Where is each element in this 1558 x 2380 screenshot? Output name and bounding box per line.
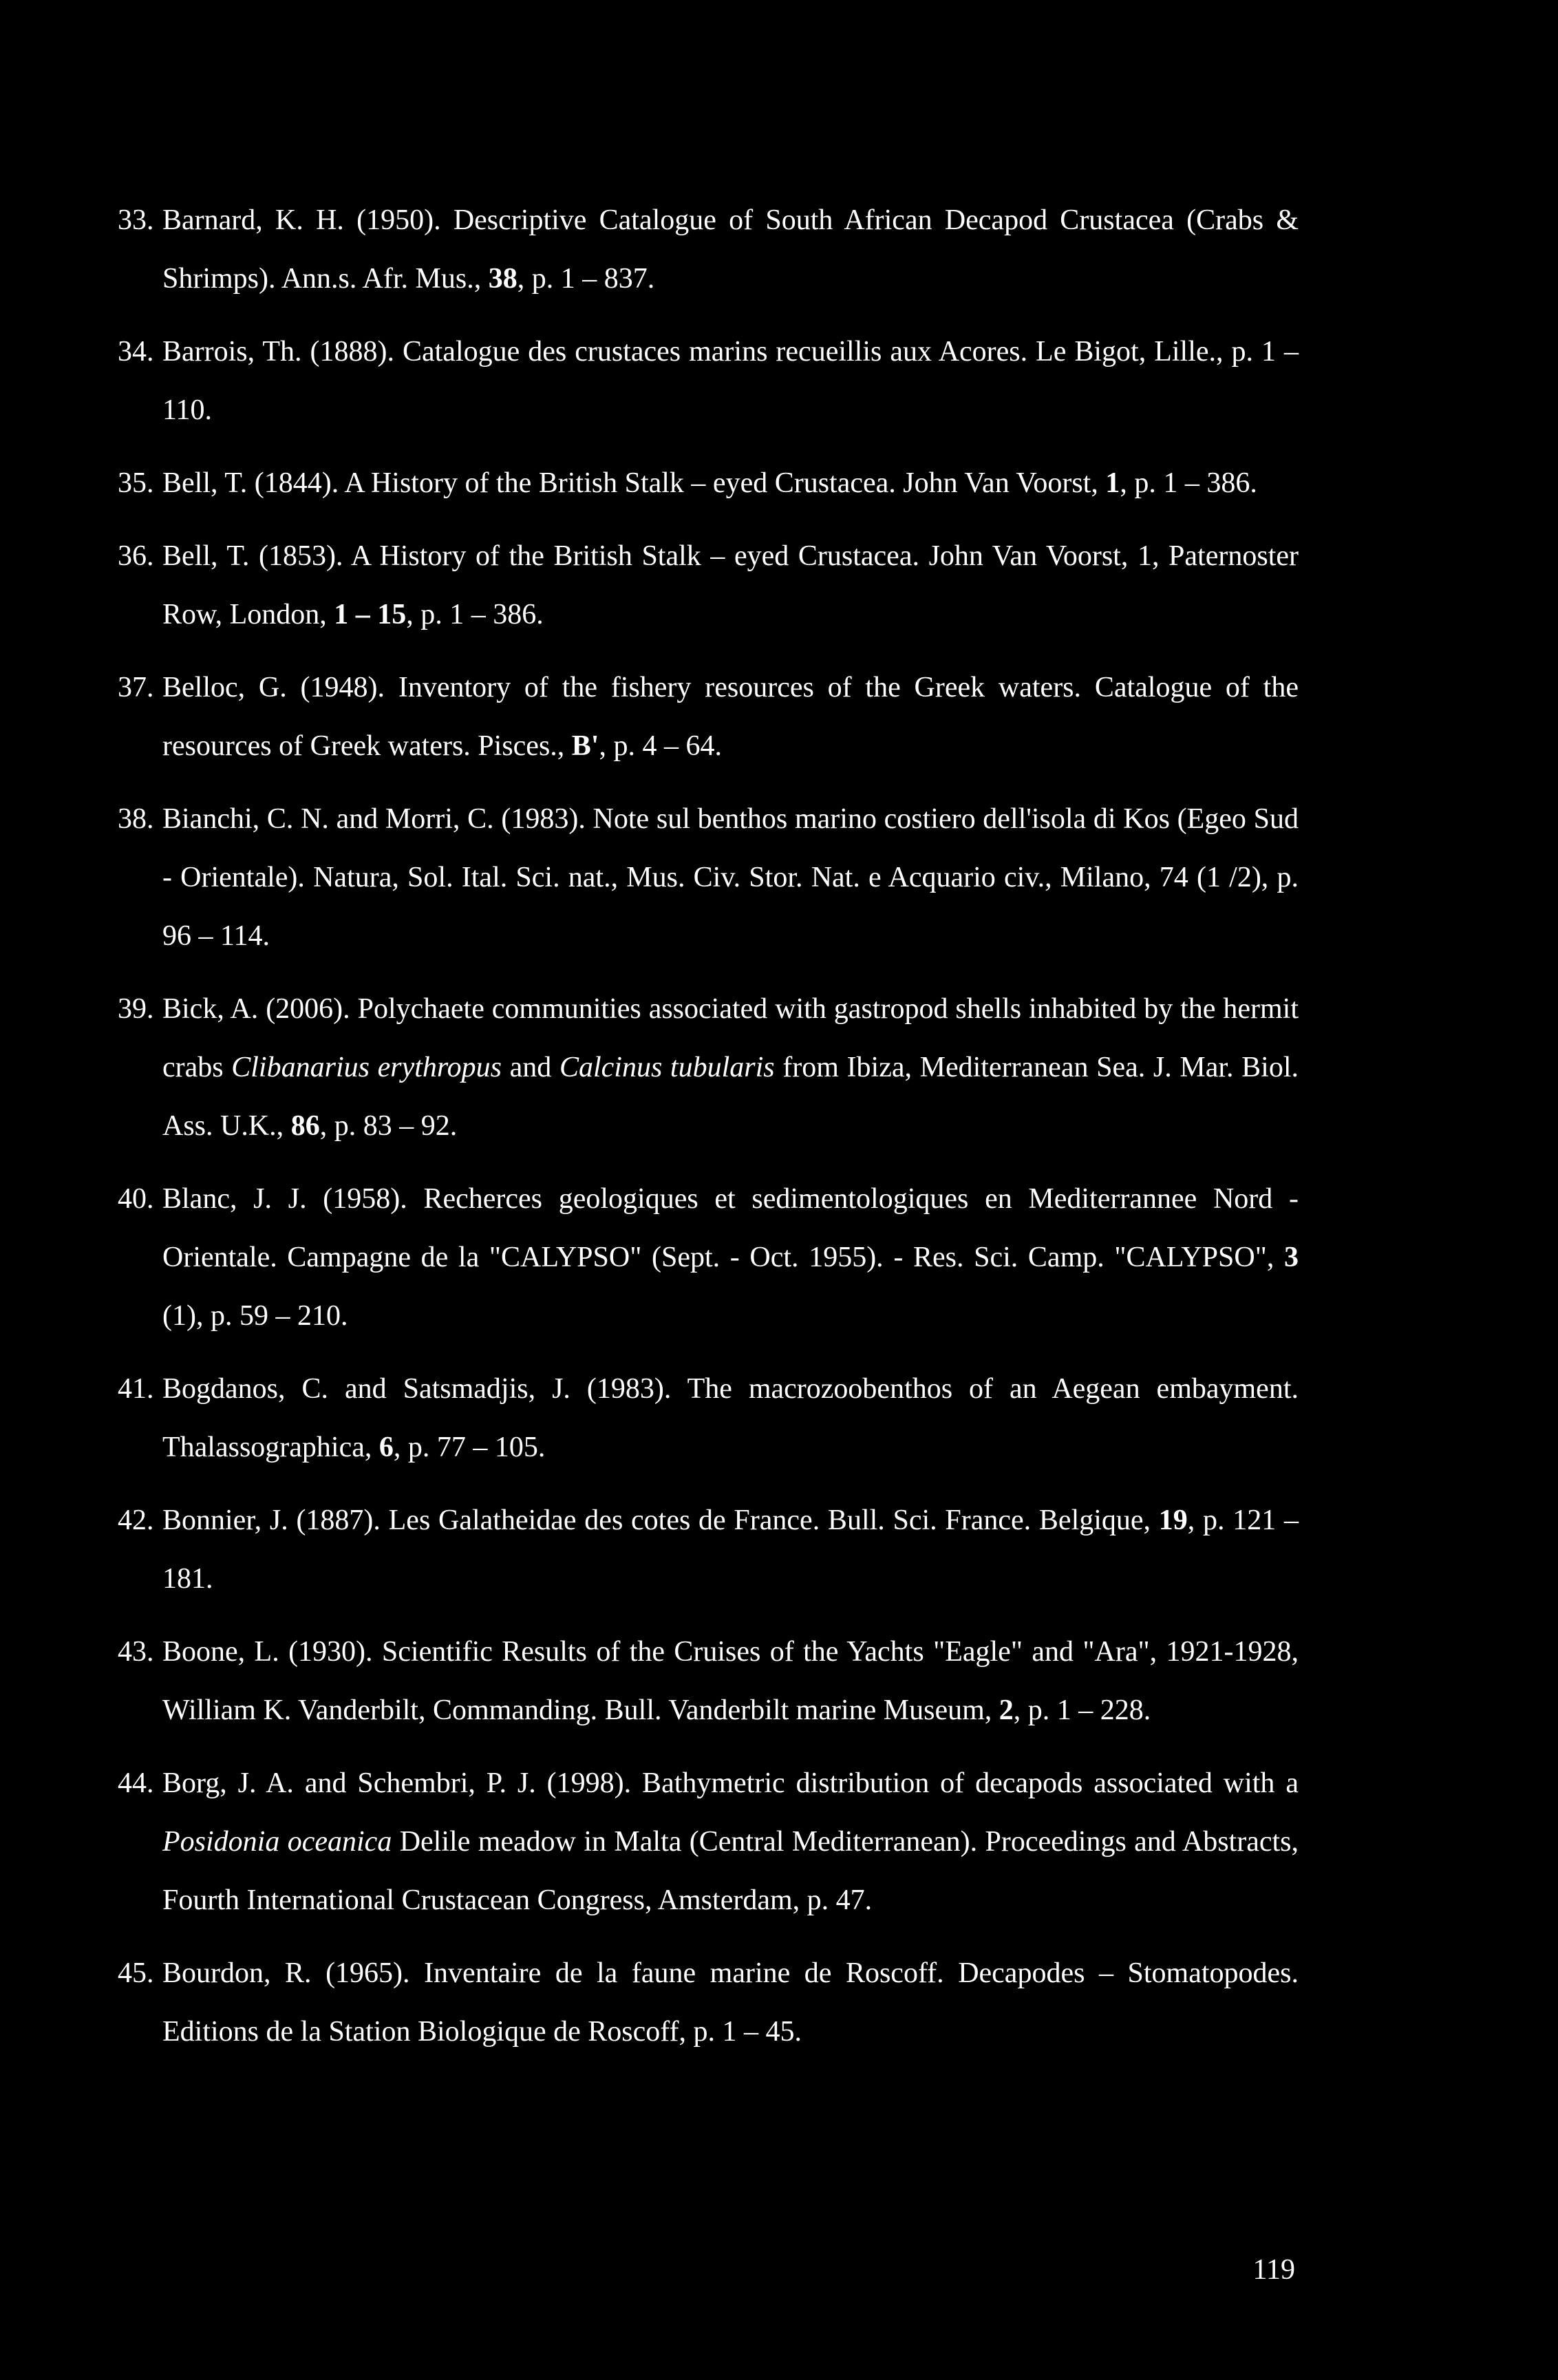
citation-text: Belloc, G. (1948). Inventory of the fishery resources of the Greek waters. Catalogue of the resources of Greek waters. Pisces., bbox=[162, 672, 1299, 762]
reference-number: 42. bbox=[118, 1505, 154, 1536]
reference-number: 34. bbox=[118, 336, 154, 368]
species-name: Posidonia oceanica bbox=[162, 1826, 392, 1858]
citation-text: Blanc, J. J. (1958). Recherces geologiques et sedimentologiques en Mediterrannee Nord - Orientale. Campagne de la "CALYPSO" (Sept. - Oct. 1955). - Res. Sci. Camp. "CALYPSO", bbox=[162, 1183, 1299, 1273]
reference-text bbox=[162, 1957, 1299, 2048]
citation-text: Bianchi, C. N. and Morri, C. (1983). Note sul benthos marino costiero dell'isola di Kos (Egeo Sud - Orientale). Natura, Sol. Ital. Sci. nat., Mus. Civ. Stor. Nat. e Acquario civ., Milano, 74 (1 /2), p. 96 – 114. bbox=[162, 803, 1299, 952]
citation-text: Delile meadow in Malta (Central Mediterranean). Proceedings and Abstracts, Fourth International Crustacean Congress, Amsterdam, p. 47. bbox=[162, 1826, 1299, 1916]
reference-number: 38. bbox=[118, 803, 154, 835]
citation-text: Bell, T. (1844). A History of the British Stalk – eyed Crustacea. John Van Voorst, bbox=[162, 467, 1106, 499]
reference-text bbox=[162, 204, 1299, 295]
volume-number: 19 bbox=[1158, 1505, 1188, 1536]
reference-text bbox=[162, 467, 1257, 499]
citation-text: Barrois, Th. (1888). Catalogue des crustaces marins recueillis aux Acores. Le Bigot, Lille., p. 1 – 110. bbox=[162, 336, 1299, 426]
reference-number: 41. bbox=[118, 1373, 154, 1405]
reference-text bbox=[162, 1183, 1299, 1332]
reference-number: 39. bbox=[118, 993, 154, 1025]
volume-number: 1 bbox=[1105, 467, 1120, 499]
reference-text bbox=[162, 1636, 1299, 1726]
volume-number: 3 bbox=[1284, 1242, 1299, 1273]
reference-entry bbox=[118, 527, 1299, 644]
reference-text bbox=[162, 803, 1299, 952]
reference-text bbox=[162, 1767, 1299, 1916]
citation-text: from Ibiza, Mediterranean Sea. J. Mar. Biol. Ass. U.K., bbox=[162, 1052, 1299, 1142]
volume-number: 38 bbox=[488, 263, 517, 295]
citation-text: , p. 1 – 386. bbox=[1120, 467, 1257, 499]
reference-text bbox=[162, 1373, 1299, 1463]
citation-text: Bonnier, J. (1887). Les Galatheidae des cotes de France. Bull. Sci. France. Belgique, bbox=[162, 1505, 1159, 1536]
reference-text bbox=[162, 1505, 1299, 1595]
reference-entry bbox=[118, 1754, 1299, 1930]
reference-text bbox=[162, 672, 1299, 762]
reference-number: 36. bbox=[118, 540, 154, 572]
citation-text: Bourdon, R. (1965). Inventaire de la faune marine de Roscoff. Decapodes – Stomatopodes. Editions de la Station Biologique de Roscoff, p. 1 – 45. bbox=[162, 1957, 1299, 2048]
volume-number: 1 – 15 bbox=[334, 599, 407, 630]
reference-text bbox=[162, 540, 1299, 630]
reference-entry bbox=[118, 790, 1299, 966]
volume-number: 2 bbox=[999, 1694, 1014, 1726]
reference-number: 37. bbox=[118, 672, 154, 703]
species-name: Clibanarius erythropus bbox=[231, 1052, 502, 1083]
reference-entry bbox=[118, 1170, 1299, 1346]
reference-number: 45. bbox=[118, 1957, 154, 1989]
citation-text: , p. 83 – 92. bbox=[319, 1110, 458, 1142]
reference-entry bbox=[118, 323, 1299, 440]
citation-text: Boone, L. (1930). Scientific Results of the Cruises of the Yachts "Eagle" and "Ara", 1921-1928, William K. Vanderbilt, Commanding. Bull. Vanderbilt marine Museum, bbox=[162, 1636, 1299, 1726]
reference-number: 35. bbox=[118, 467, 154, 499]
species-name: Calcinus tubularis bbox=[559, 1052, 775, 1083]
citation-text: and bbox=[502, 1052, 559, 1083]
citation-text: , p. 1 – 228. bbox=[1013, 1694, 1151, 1726]
reference-entry bbox=[118, 1944, 1299, 2061]
citation-text: Barnard, K. H. (1950). Descriptive Catalogue of South African Decapod Crustacea (Crabs & Shrimps). Ann.s. Afr. Mus., bbox=[162, 204, 1299, 295]
citation-text: , p. 4 – 64. bbox=[599, 730, 722, 762]
reference-number: 33. bbox=[118, 204, 154, 236]
volume-number: 6 bbox=[378, 1432, 394, 1463]
citation-text: Bell, T. (1853). A History of the British Stalk – eyed Crustacea. John Van Voorst, 1, Paternoster Row, London, bbox=[162, 540, 1299, 630]
reference-entry bbox=[118, 1491, 1299, 1608]
citation-text: , p. 1 – 837. bbox=[517, 263, 655, 295]
reference-entry bbox=[118, 980, 1299, 1156]
citation-text: , p. 1 – 386. bbox=[406, 599, 544, 630]
volume-number: 86 bbox=[290, 1110, 320, 1142]
reference-text bbox=[162, 993, 1299, 1142]
reference-entry bbox=[118, 1360, 1299, 1477]
reference-entry bbox=[118, 454, 1299, 513]
citation-text: Borg, J. A. and Schembri, P. J. (1998). Bathymetric distribution of decapods associated with a bbox=[162, 1767, 1299, 1799]
volume-number: B' bbox=[571, 730, 599, 762]
reference-entry bbox=[118, 659, 1299, 776]
citation-text: Bogdanos, C. and Satsmadjis, J. (1983). The macrozoobenthos of an Aegean embayment. Thalassographica, bbox=[162, 1373, 1299, 1463]
reference-number: 44. bbox=[118, 1767, 154, 1799]
citation-text: Bick, A. (2006). Polychaete communities associated with gastropod shells inhabited by the hermit crabs bbox=[162, 993, 1299, 1083]
page-number: 119 bbox=[1252, 2254, 1295, 2286]
reference-entry bbox=[118, 1623, 1299, 1740]
reference-number: 43. bbox=[118, 1636, 154, 1668]
citation-text: (1), p. 59 – 210. bbox=[162, 1300, 348, 1332]
reference-text bbox=[162, 336, 1299, 426]
citation-text: , p. 121 – 181. bbox=[162, 1505, 1299, 1595]
citation-text: , p. 77 – 105. bbox=[393, 1432, 546, 1463]
reference-number: 40. bbox=[118, 1183, 154, 1215]
reference-entry bbox=[118, 191, 1299, 308]
reference-list bbox=[118, 191, 1299, 2076]
